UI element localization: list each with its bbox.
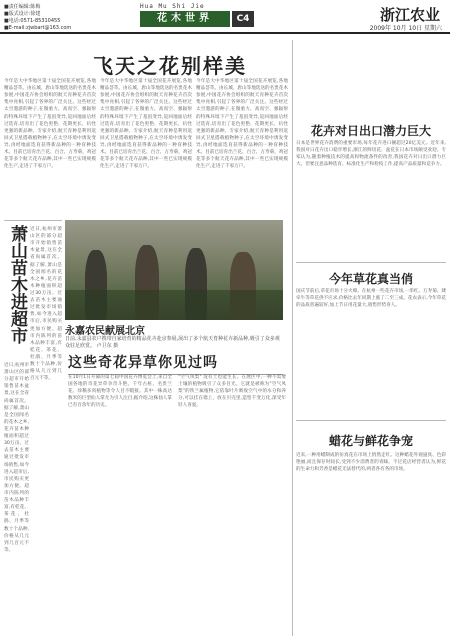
section-code-badge: C4: [232, 11, 254, 27]
section-pinyin: Hua Mu Shi Jie: [140, 3, 205, 10]
masthead-rule: [0, 32, 450, 34]
section-title: 花木世界: [140, 11, 230, 27]
right-divider: [296, 262, 446, 263]
side-article-title: 萧山苗木进超市: [7, 225, 27, 344]
side-article-body: 近日,杭州市萧山区的部分超市开始销售苗木盆景,这在全省尚属首次。据了解,萧山是全国闻名的花木之乡,花卉苗木种植面积超过30万亩。过去苗木主要通过批发市场销售,如今进入超市后,市民购买更加方便。超市内陈列的苗木品种丰富,有桂花、茶花、杜鹃、月季等数十个品种,价格从几元到几百元不等。: [30, 227, 62, 382]
right-article-1-title: 花卉对日出口潜力巨大: [310, 124, 431, 138]
second-article-col-1: 在10月1日开幕的第七届中国花卉博览会上,来自全国各地的奇花异草争奇斗艳。千年古桩、名贵兰花、珍稀多肉植物等令人目不暇接。其中一株高达数米的巨型仙人掌尤为引人注目,据介绍,这株仙人掌已有百余年的历史。: [68, 375, 172, 409]
main-headline: 飞天之花别样美: [93, 54, 247, 78]
second-article-col-2: "空气凤梨" 没有土也能生长。在展区中,一种不需要土壤的植物吸引了众多目光。它就是被称为"空气凤梨"的铁兰属植物,它依靠叶片吸收空气中的水分和养分,可以挂在墙上、放在贝壳里,造型千变万化,深受年轻人喜爱。: [178, 375, 286, 409]
issue-date: 2009年 10月 10日 星期六: [369, 25, 442, 32]
info-line: ■电话:0571-85310455: [4, 18, 61, 24]
info-line: ■E-mail:zjwbart@163.com: [4, 25, 72, 31]
info-line: ■版式设计:徐建: [4, 11, 41, 17]
paper-name: 浙江农业: [379, 6, 440, 24]
news-photo: [65, 220, 283, 320]
main-article-col-3: 今年是大中华地区第十届全国花卉展览,各地精品荟萃。由长城、唐山等地选送的名贵花木参展,中国花卉协会组织的航天育种花卉首次集中亮相,引起了各界的广泛关注。这些经过太空遨游的种子,在微重力、高真空、强辐射的特殊环境下产生了基因变异,返回地面后经过选育,培育出了花色更艳、花期更长、抗性更强的新品种。专家介绍,航天育种是利用返回式卫星搭载植物种子,在太空环境中诱发变异,再经地面选育获得新品种的一种育种技术。目前已培育出兰花、百合、万寿菊、鸡冠花等多个航天花卉品种,其中一些已实现规模化生产,走进了千家万户。: [196, 79, 288, 170]
right-article-2-title: 今年草花真当俏: [328, 272, 413, 286]
section-divider: [4, 220, 62, 221]
right-divider: [296, 420, 446, 421]
info-line: ■责任编辑:陈梅: [4, 4, 41, 10]
second-article-title: 这些奇花异草你见过吗: [68, 352, 283, 375]
right-article-2-body: 国庆节前后,草花市场十分火爆。在杭州一些花卉市场,一串红、万寿菊、矮牵牛等草花供不应求,价格比去年同期上涨了二至三成。花农表示,今年草花的品质普遍较好,加上节日用花量大,销售形势喜人。: [296, 289, 446, 309]
main-article-col-1: 今年是大中华地区第十届全国花卉展览,各地精品荟萃。由长城、唐山等地选送的名贵花木参展,中国花卉协会组织的航天育种花卉首次集中亮相,引起了各界的广泛关注。这些经过太空遨游的种子,在微重力、高真空、强辐射的特殊环境下产生了基因变异,返回地面后经过选育,培育出了花色更艳、花期更长、抗性更强的新品种。专家介绍,航天育种是利用返回式卫星搭载植物种子,在太空环境中诱发变异,再经地面选育获得新品种的一种育种技术。目前已培育出兰花、百合、万寿菊、鸡冠花等多个航天花卉品种,其中一些已实现规模化生产,走进了千家万户。: [4, 79, 96, 170]
column-divider: [292, 40, 293, 636]
photo-caption-text: 日前,永嘉县农户携带自家培育的精品花卉赴京参展,展出了多个航天育种花卉新品种,吸引了众多观众驻足欣赏。 卢卫东 摄: [65, 336, 280, 349]
right-article-3-title: 蜡花与鲜花争宠: [328, 434, 413, 448]
photo-caption-title: 永嘉农民献展北京: [65, 326, 145, 337]
right-article-1-body: 日本是世界花卉消费的重要市场,每年花卉进口额超过20亿美元。近年来,我国对日花卉出口稳步增长,浙江的鲜切花、盆花在日本市场颇受欢迎。专家认为,随着种植技术的提高和物流条件的改善,我国花卉对日出口潜力巨大。但要注意品种选育、标准化生产和检疫工作,提高产品质量和竞争力。: [296, 141, 446, 168]
right-article-3-body: 近来,一种用蜡制成的仿真花在市场上悄然走红。这种蜡花外观逼真、色彩艳丽,而且保存时间长,受到不少消费者的青睐。不过花店经营者认为,鲜花的生命力和芳香是蜡花无法替代的,两者各有各的市场。: [296, 453, 446, 473]
side-article-body-cont: 近日,杭州市萧山区的部分超市开始销售苗木盆景,这在全省尚属首次。据了解,萧山是全国闻名的花木之乡,花卉苗木种植面积超过30万亩。过去苗木主要通过批发市场销售,如今进入超市后,市民购买更加方便。超市内陈列的苗木品种丰富,有桂花、茶花、杜鹃、月季等数十个品种,价格从几元到几百元不等。: [4, 363, 29, 553]
masthead-info: [4, 4, 114, 32]
main-article-col-2: 今年是大中华地区第十届全国花卉展览,各地精品荟萃。由长城、唐山等地选送的名贵花木参展,中国花卉协会组织的航天育种花卉首次集中亮相,引起了各界的广泛关注。这些经过太空遨游的种子,在微重力、高真空、强辐射的特殊环境下产生了基因变异,返回地面后经过选育,培育出了花色更艳、花期更长、抗性更强的新品种。专家介绍,航天育种是利用返回式卫星搭载植物种子,在太空环境中诱发变异,再经地面选育获得新品种的一种育种技术。目前已培育出兰花、百合、万寿菊、鸡冠花等多个航天花卉品种,其中一些已实现规模化生产,走进了千家万户。: [100, 79, 192, 170]
